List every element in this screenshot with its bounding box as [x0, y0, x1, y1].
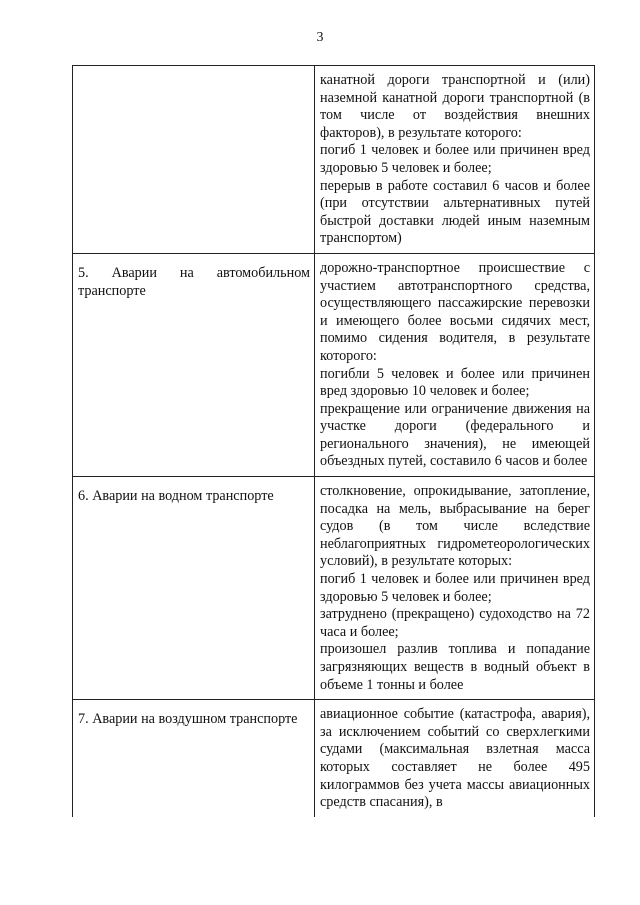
criteria-paragraph: затруднено (прекращено) судоходство на 72 часа и более; — [320, 606, 590, 640]
emergency-type: 6. Аварии на водном транспорте — [78, 488, 274, 505]
emergency-type: 5. Аварии на автомобильном транспорте — [78, 264, 310, 299]
table-row — [73, 253, 595, 476]
emergency-type-cell — [73, 66, 315, 254]
criteria-cell — [315, 66, 595, 254]
emergency-type: 7. Аварии на воздушном транспорте — [78, 711, 298, 728]
criteria-paragraph: авиационное событие (катастрофа, авария), за исключением событий со сверхлегкими судами (максимальная взлетная масса которых составляет не более 495 килограммов без учета массы авиационных средств спасания), в — [320, 706, 590, 811]
criteria-cell — [315, 477, 595, 700]
page-number: 3 — [316, 30, 324, 45]
criteria-paragraph: погибли 5 человек и более или причинен вред здоровью 10 человек и более; — [320, 365, 590, 400]
criteria-paragraph: погиб 1 человек и более или причинен вред здоровью 5 человек и более; — [320, 571, 590, 605]
criteria-paragraph: дорожно-транспортное происшествие с участием автотранспортного средства, осуществляющего пассажирские перевозки и имеющего более восьми сидячих мест, помимо сидения водителя, в результате которого: — [320, 259, 590, 364]
emergency-type-cell — [73, 700, 315, 817]
emergency-type-cell — [73, 253, 315, 476]
criteria-cell — [315, 253, 595, 476]
criteria-paragraph: прекращение или ограничение движения на участке дороги (федерального и регионального значения), не имеющей объездных путей, составило 6 часов и более — [320, 400, 590, 470]
criteria-paragraph: погиб 1 человек и более или причинен вред здоровью 5 человек и более; — [320, 142, 590, 176]
emergency-criteria-table — [72, 65, 595, 817]
table-row — [73, 477, 595, 700]
criteria-paragraph: канатной дороги транспортной и (или) наземной канатной дороги транспортной (в том числе от воздействия внешних факторов), в результате которого: — [320, 72, 590, 141]
criteria-cell — [315, 700, 595, 817]
criteria-paragraph: перерыв в работе составил 6 часов и более (при отсутствии альтернативных путей быстрой доставки людей иным наземным транспортом) — [320, 177, 590, 247]
table-row — [73, 700, 595, 817]
criteria-paragraph: произошел разлив топлива и попадание загрязняющих веществ в водный объект в объеме 1 тонны и более — [320, 641, 590, 693]
table-row — [73, 66, 595, 254]
criteria-paragraph: столкновение, опрокидывание, затопление, посадка на мель, выбрасывание на берег судов (в том числе вследствие неблагоприятных гидрометеорологических условий), в результате которых: — [320, 483, 590, 570]
emergency-type-cell — [73, 477, 315, 700]
